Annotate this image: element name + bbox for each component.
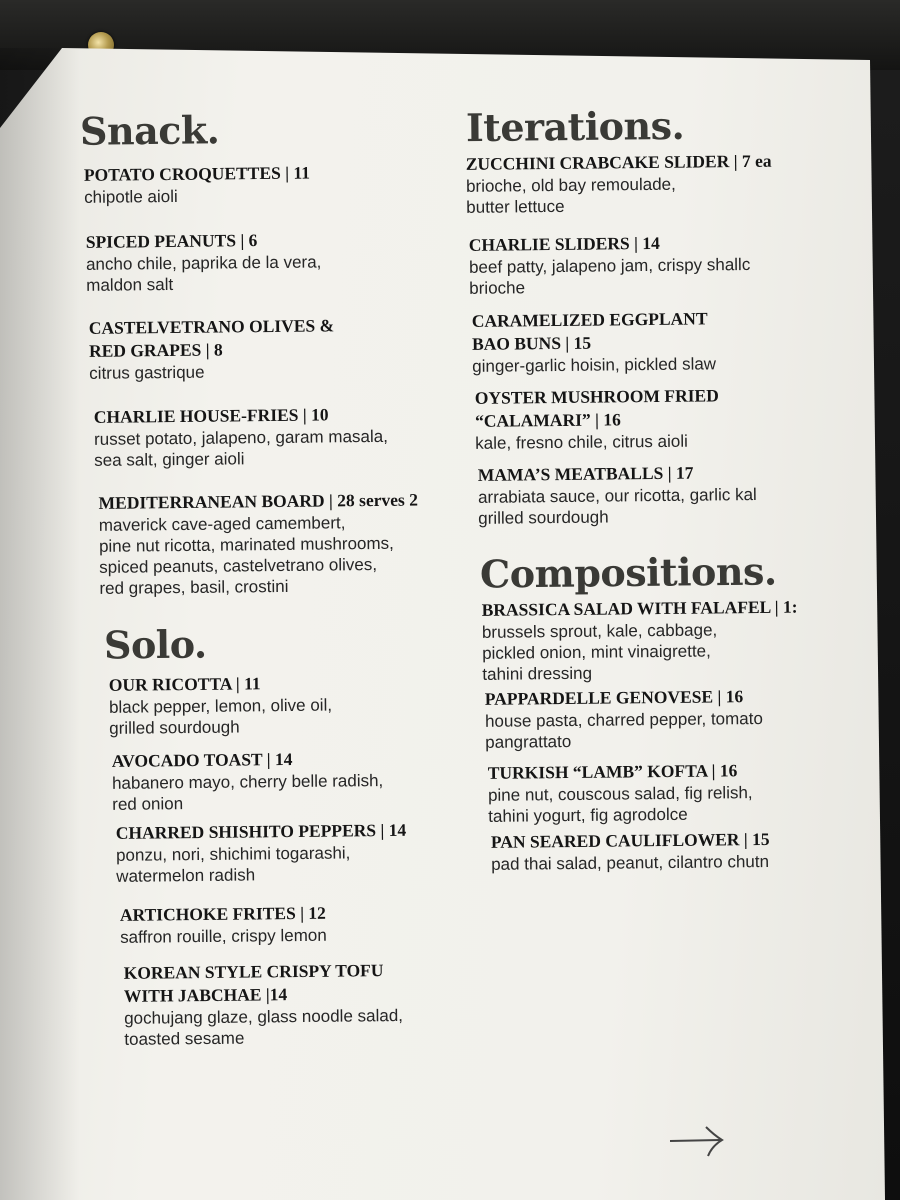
menu-item-name: WITH JABCHAE |14 (123, 984, 288, 1006)
menu-item-description: butter lettuce (466, 196, 565, 217)
menu-item-name: CHARLIE HOUSE-FRIES | 10 (93, 404, 329, 427)
menu-item-description: red grapes, basil, crostini (99, 576, 289, 598)
menu-item (120, 900, 480, 948)
menu-item-description: brussels sprout, kale, cabbage, (481, 620, 718, 642)
menu-item (478, 460, 839, 529)
menu-item-description: grilled sourdough (478, 507, 609, 528)
menu-item-description: gochujang glaze, glass noodle salad, (124, 1005, 404, 1028)
menu-item-description: house pasta, charred pepper, tomato (484, 708, 763, 731)
solo-heading: Solo. (103, 621, 207, 668)
menu-item-description: maldon salt (86, 274, 174, 295)
menu-item-description: arrabiata sauce, our ricotta, garlic kal (477, 484, 757, 507)
menu-item-name: AVOCADO TOAST | 14 (111, 748, 293, 771)
menu-item-description: russet potato, jalapeno, garam masala, (93, 426, 388, 449)
menu-item-name: MAMA’S MEATBALLS | 17 (477, 462, 694, 485)
menu-item-description: sea salt, ginger aioli (94, 449, 245, 470)
menu-item-description: beef patty, jalapeno jam, crispy shallc (468, 254, 751, 277)
menu-item-name: ZUCCHINI CRABCAKE SLIDER | 7 ea (465, 150, 772, 174)
menu-item-description: brioche, old bay remoulade, (465, 174, 676, 196)
menu-item-name: CASTELVETRANO OLIVES & (88, 315, 335, 338)
menu-item (491, 827, 851, 875)
menu-item-description: tahini yogurt, fig agrodolce (488, 804, 688, 826)
menu-item-description: habanero mayo, cherry belle radish, (111, 771, 384, 793)
menu-item (469, 230, 830, 299)
iterations-heading: Iterations. (465, 102, 685, 151)
menu-item-name: TURKISH “LAMB” KOFTA | 16 (487, 760, 738, 783)
menu-item-description: black pepper, lemon, olive oil, (108, 695, 333, 717)
menu-item-description: kale, fresno chile, citrus aioli (475, 431, 688, 453)
menu-item-description: grilled sourdough (109, 717, 240, 738)
menu-item-name: BRASSICA SALAD WITH FALAFEL | 1: (481, 596, 798, 620)
menu-item (84, 160, 444, 208)
menu-item-name: PAN SEARED CAULIFLOWER | 15 (490, 828, 770, 852)
arrow-right-icon[interactable] (668, 1120, 728, 1160)
menu-item (98, 488, 459, 599)
menu-item-name: MEDITERRANEAN BOARD | 28 serves 2 (98, 489, 418, 513)
snack-heading: Snack. (79, 107, 220, 154)
menu-item-description: watermelon radish (116, 865, 256, 886)
menu-item (112, 746, 473, 815)
menu-item-name: CARAMELIZED EGGPLANT (471, 308, 708, 331)
menu-item-description: pine nut, couscous salad, fig relish, (487, 783, 753, 805)
menu-item-description: pad thai salad, peanut, cilantro chutn (491, 851, 770, 874)
menu-item-description: spiced peanuts, castelvetrano olives, (99, 554, 378, 577)
menu-item-description: brioche (469, 278, 526, 298)
menu-item-description: toasted sesame (124, 1028, 245, 1049)
menu-item-description: ponzu, nori, shichimi togarashi, (115, 843, 351, 865)
menu-item-description: chipotle aioli (84, 186, 178, 207)
menu-item-name: POTATO CROQUETTES | 11 (83, 162, 311, 185)
compositions-heading: Compositions. (479, 548, 777, 597)
menu-item (488, 758, 849, 827)
menu-item-description: red onion (112, 794, 184, 814)
menu-item-name: OYSTER MUSHROOM FRIED (474, 385, 719, 408)
menu-item (94, 402, 455, 471)
menu-item-description: ginger-garlic hoisin, pickled slaw (472, 354, 717, 376)
menu-item-description: saffron rouille, crispy lemon (120, 925, 327, 947)
menu-item-name: ARTICHOKE FRITES | 12 (119, 902, 326, 925)
menu-item-description: maverick cave-aged camembert, (98, 513, 346, 535)
menu-item (482, 595, 843, 685)
menu-item (124, 958, 485, 1050)
menu-item (109, 670, 470, 739)
menu-item-name: CHARLIE SLIDERS | 14 (468, 232, 660, 255)
menu-item-description: tahini dressing (482, 663, 593, 684)
menu-item (485, 684, 846, 753)
menu-item-description: pangrattato (485, 731, 572, 752)
menu-item (89, 313, 450, 384)
menu-item (475, 383, 836, 454)
menu-item-name: SPICED PEANUTS | 6 (85, 230, 258, 252)
menu-item-description: citrus gastrique (89, 362, 205, 383)
menu-item-name: CHARRED SHISHITO PEPPERS | 14 (115, 819, 407, 843)
menu-item-name: PAPPARDELLE GENOVESE | 16 (484, 686, 744, 709)
menu-item (86, 227, 447, 296)
menu-item-description: pickled onion, mint vinaigrette, (482, 641, 711, 663)
menu-item-description: pine nut ricotta, marinated mushrooms, (98, 533, 394, 556)
menu-item-name: RED GRAPES | 8 (88, 339, 223, 361)
menu-item-name: OUR RICOTTA | 11 (108, 673, 261, 695)
menu-item-name: KOREAN STYLE CRISPY TOFU (123, 960, 384, 983)
menu-item (466, 149, 827, 218)
menu-item-name: BAO BUNS | 15 (471, 332, 592, 354)
menu-item-description: ancho chile, paprika de la vera, (85, 252, 322, 274)
menu-item-name: “CALAMARI” | 16 (474, 409, 621, 431)
menu-item (472, 306, 833, 377)
menu-item (116, 818, 477, 887)
